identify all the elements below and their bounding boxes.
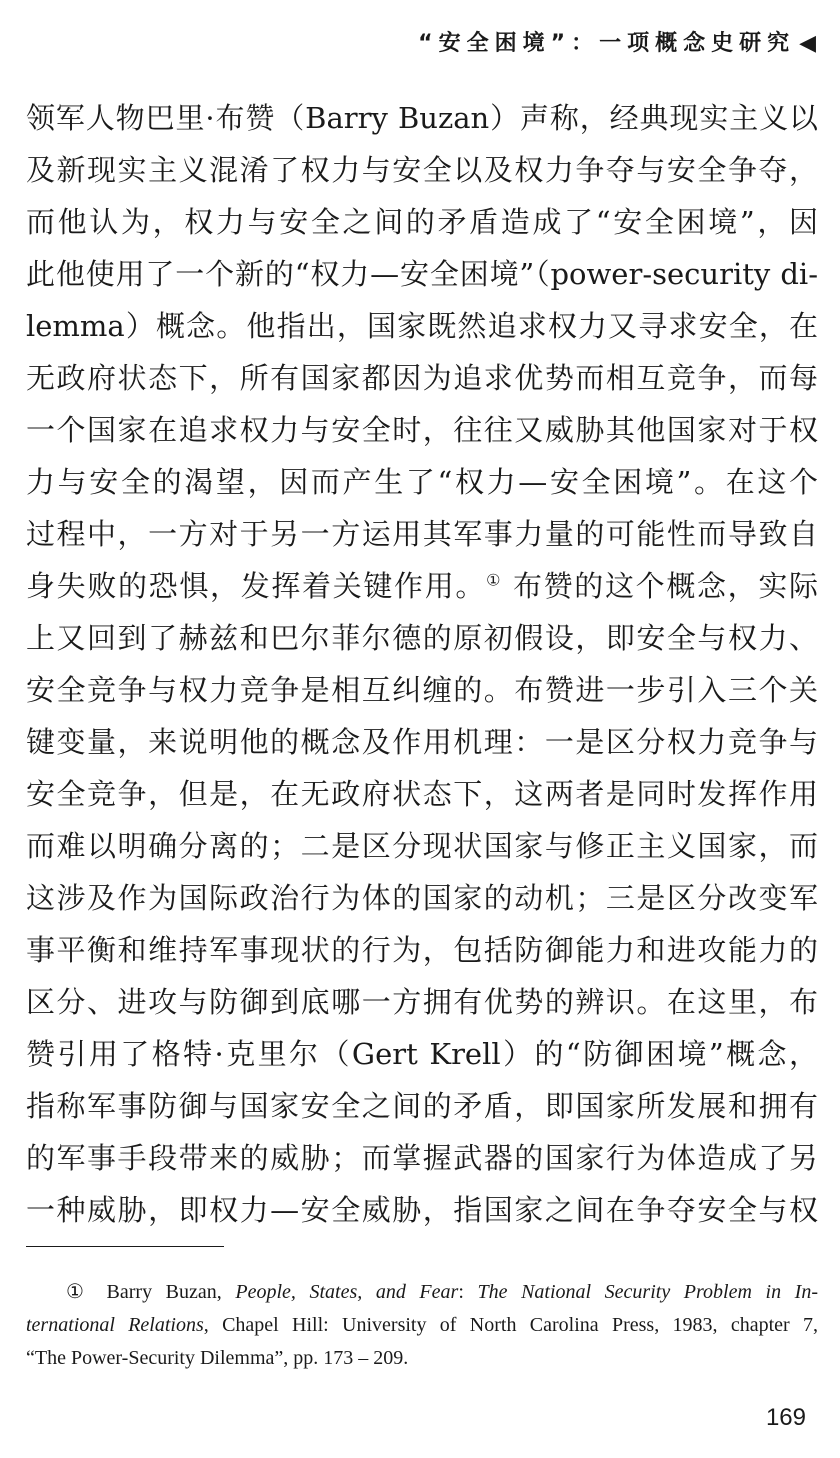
running-header bbox=[418, 26, 816, 57]
body-line: 领军人物巴里·布赞（Barry Buzan）声称，经典现实主义以 bbox=[26, 101, 818, 135]
footnote-divider bbox=[26, 1246, 224, 1247]
body-line: 赞引用了格特·克里尔（Gert Krell）的“防御困境”概念， bbox=[26, 1037, 818, 1071]
footnote-colon: : bbox=[458, 1281, 478, 1303]
footnote-subtitle: The National Security Problem in In- bbox=[477, 1281, 818, 1303]
body-line: 而他认为，权力与安全之间的矛盾造成了“安全困境”，因 bbox=[26, 205, 818, 239]
body-line: 上又回到了赫兹和巴尔菲尔德的原初假设，即安全与权力、 bbox=[26, 621, 818, 655]
body-line: 这涉及作为国际政治行为体的国家的动机；三是区分改变军 bbox=[26, 881, 818, 915]
body-line-part: 布赞的这个概念，实际 bbox=[502, 569, 818, 603]
footnote-reference[interactable]: ① bbox=[486, 570, 503, 590]
body-line: 区分、进攻与防御到底哪一方拥有优势的辨识。在这里，布 bbox=[26, 985, 818, 1019]
body-line-part: 身失败的恐惧，发挥着关键作用。 bbox=[26, 569, 487, 603]
body-line: 力与安全的渴望，因而产生了“权力—安全困境”。在这个 bbox=[26, 465, 818, 499]
body-line: 此他使用了一个新的“权力—安全困境”（power-security di- bbox=[26, 257, 818, 291]
body-line: 及新现实主义混淆了权力与安全以及权力争夺与安全争夺， bbox=[26, 153, 818, 187]
footnote-line bbox=[26, 1309, 818, 1342]
body-line: 安全竞争，但是，在无政府状态下，这两者是同时发挥作用 bbox=[26, 777, 818, 811]
footnote-line: “The Power-Security Dilemma”, pp. 173 – 209. bbox=[26, 1347, 409, 1369]
running-title: “安全困境”：一项概念史研究 bbox=[418, 31, 796, 56]
footnote-marker: ① bbox=[66, 1281, 93, 1303]
body-line: 过程中，一方对于另一方运用其军事力量的可能性而导致自 bbox=[26, 517, 818, 551]
body-line: 指称军事防御与国家安全之间的矛盾，即国家所发展和拥有 bbox=[26, 1089, 818, 1123]
body-line: 的军事手段带来的威胁；而掌握武器的国家行为体造成了另 bbox=[26, 1141, 818, 1175]
footnote-publication: , Chapel Hill: University of North Carolina Press, 1983, chapter 7, bbox=[203, 1314, 818, 1336]
body-line: 无政府状态下，所有国家都因为追求优势而相互竞争，而每 bbox=[26, 361, 818, 395]
footnote-title: People, States, and Fear bbox=[235, 1281, 459, 1303]
page-number: 169 bbox=[765, 1404, 806, 1431]
body-line: 键变量，来说明他的概念及作用机理：一是区分权力竞争与 bbox=[26, 725, 818, 759]
triangle-marker-icon: ◀ bbox=[799, 31, 816, 56]
body-line: 一种威胁，即权力—安全威胁，指国家之间在争夺安全与权 bbox=[26, 1193, 818, 1227]
body-line: 而难以明确分离的；二是区分现状国家与修正主义国家，而 bbox=[26, 829, 818, 863]
footnote bbox=[26, 1276, 818, 1375]
footnote-author: Barry Buzan, bbox=[106, 1281, 236, 1303]
body-line: 安全竞争与权力竞争是相互纠缠的。布赞进一步引入三个关 bbox=[26, 673, 818, 707]
footnote-subtitle-cont: ternational Relations bbox=[26, 1314, 204, 1336]
footnote-line bbox=[26, 1276, 818, 1309]
body-text bbox=[26, 92, 818, 1236]
body-line: lemma）概念。他指出，国家既然追求权力又寻求安全，在 bbox=[26, 309, 818, 343]
body-line-with-footnote-ref bbox=[26, 560, 818, 612]
body-line: 事平衡和维持军事现状的行为，包括防御能力和进攻能力的 bbox=[26, 933, 818, 967]
body-line: 一个国家在追求权力与安全时，往往又威胁其他国家对于权 bbox=[26, 413, 818, 447]
